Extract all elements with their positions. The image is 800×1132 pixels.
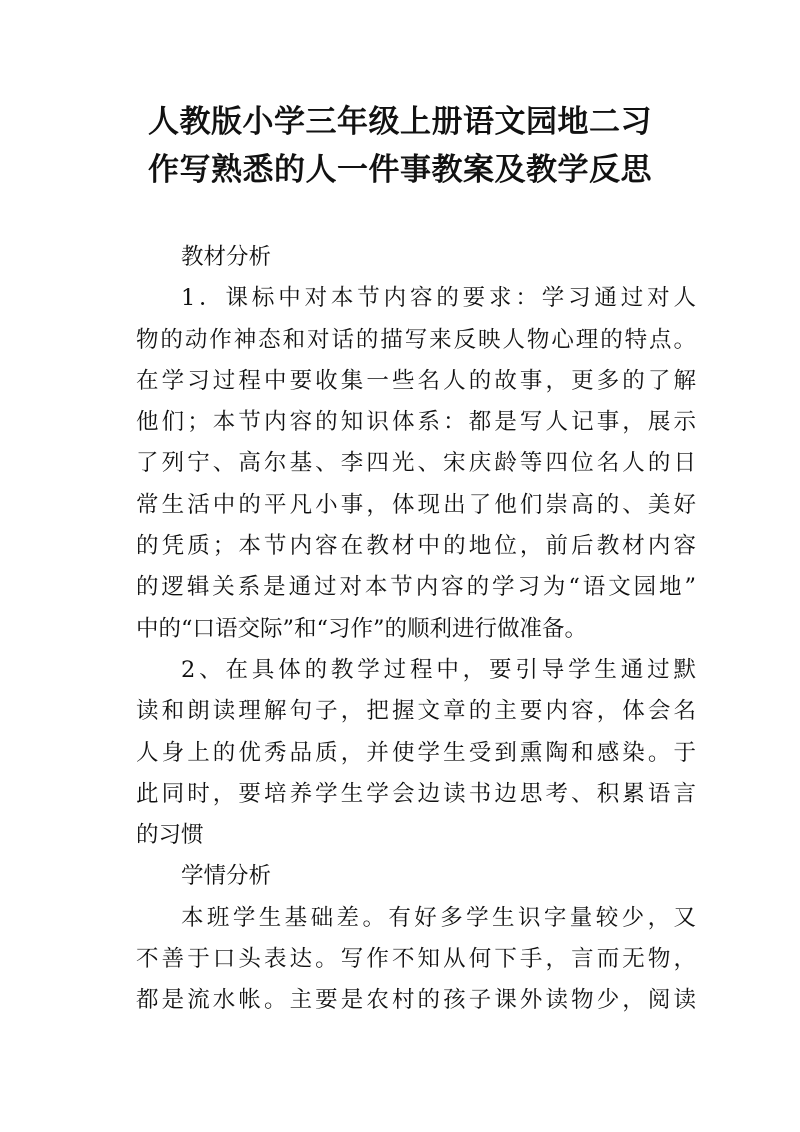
paragraph-line: 本班学生基础差。有好多学生识字量较少，又 (181, 904, 696, 931)
paragraph-line: 他们；本节内容的知识体系：都是写人记事，展示 (136, 409, 696, 436)
document-body (136, 237, 696, 1022)
title-line-2: 作写熟悉的人一件事教案及教学反思 (148, 152, 652, 188)
paragraph-line: 2、在具体的教学过程中，要引导学生通过默 (181, 656, 696, 683)
paragraph-line: 都是流水帐。主要是农村的孩子课外读物少，阅读 (136, 987, 696, 1014)
paragraph-line: 物的动作神态和对话的描写来反映人物心理的特点。 (136, 326, 696, 353)
paragraph-line: 的习惯 (136, 822, 204, 849)
paragraph-line: 中的“口语交际”和“习作”的顺利进行做准备。 (136, 615, 588, 642)
paragraph-line: 的凭质；本节内容在教材中的地位，前后教材内容 (136, 533, 696, 560)
paragraph-line: 常生活中的平凡小事，体现出了他们崇高的、美好 (136, 491, 696, 518)
title-line-1: 人教版小学三年级上册语文园地二习 (148, 104, 652, 140)
paragraph-line: 的逻辑关系是通过对本节内容的学习为“语文园地” (136, 574, 696, 601)
paragraph-line: 读和朗读理解句子，把握文章的主要内容，体会名 (136, 698, 696, 725)
paragraph-line: 了列宁、高尔基、李四光、宋庆龄等四位名人的日 (136, 450, 696, 477)
paragraph-line: 1．课标中对本节内容的要求：学习通过对人 (181, 285, 696, 312)
section-heading-textbook-analysis: 教材分析 (181, 244, 272, 270)
section-heading-student-analysis: 学情分析 (181, 863, 272, 890)
paragraph-line: 人身上的优秀品质，并使学生受到熏陶和感染。于 (136, 739, 696, 766)
paragraph-line: 此同时，要培养学生学会边读书边思考、积累语言 (136, 780, 696, 807)
paragraph-line: 不善于口头表达。写作不知从何下手，言而无物， (136, 946, 696, 973)
document-title (100, 98, 700, 194)
paragraph-line: 在学习过程中要收集一些名人的故事，更多的了解 (136, 367, 696, 394)
